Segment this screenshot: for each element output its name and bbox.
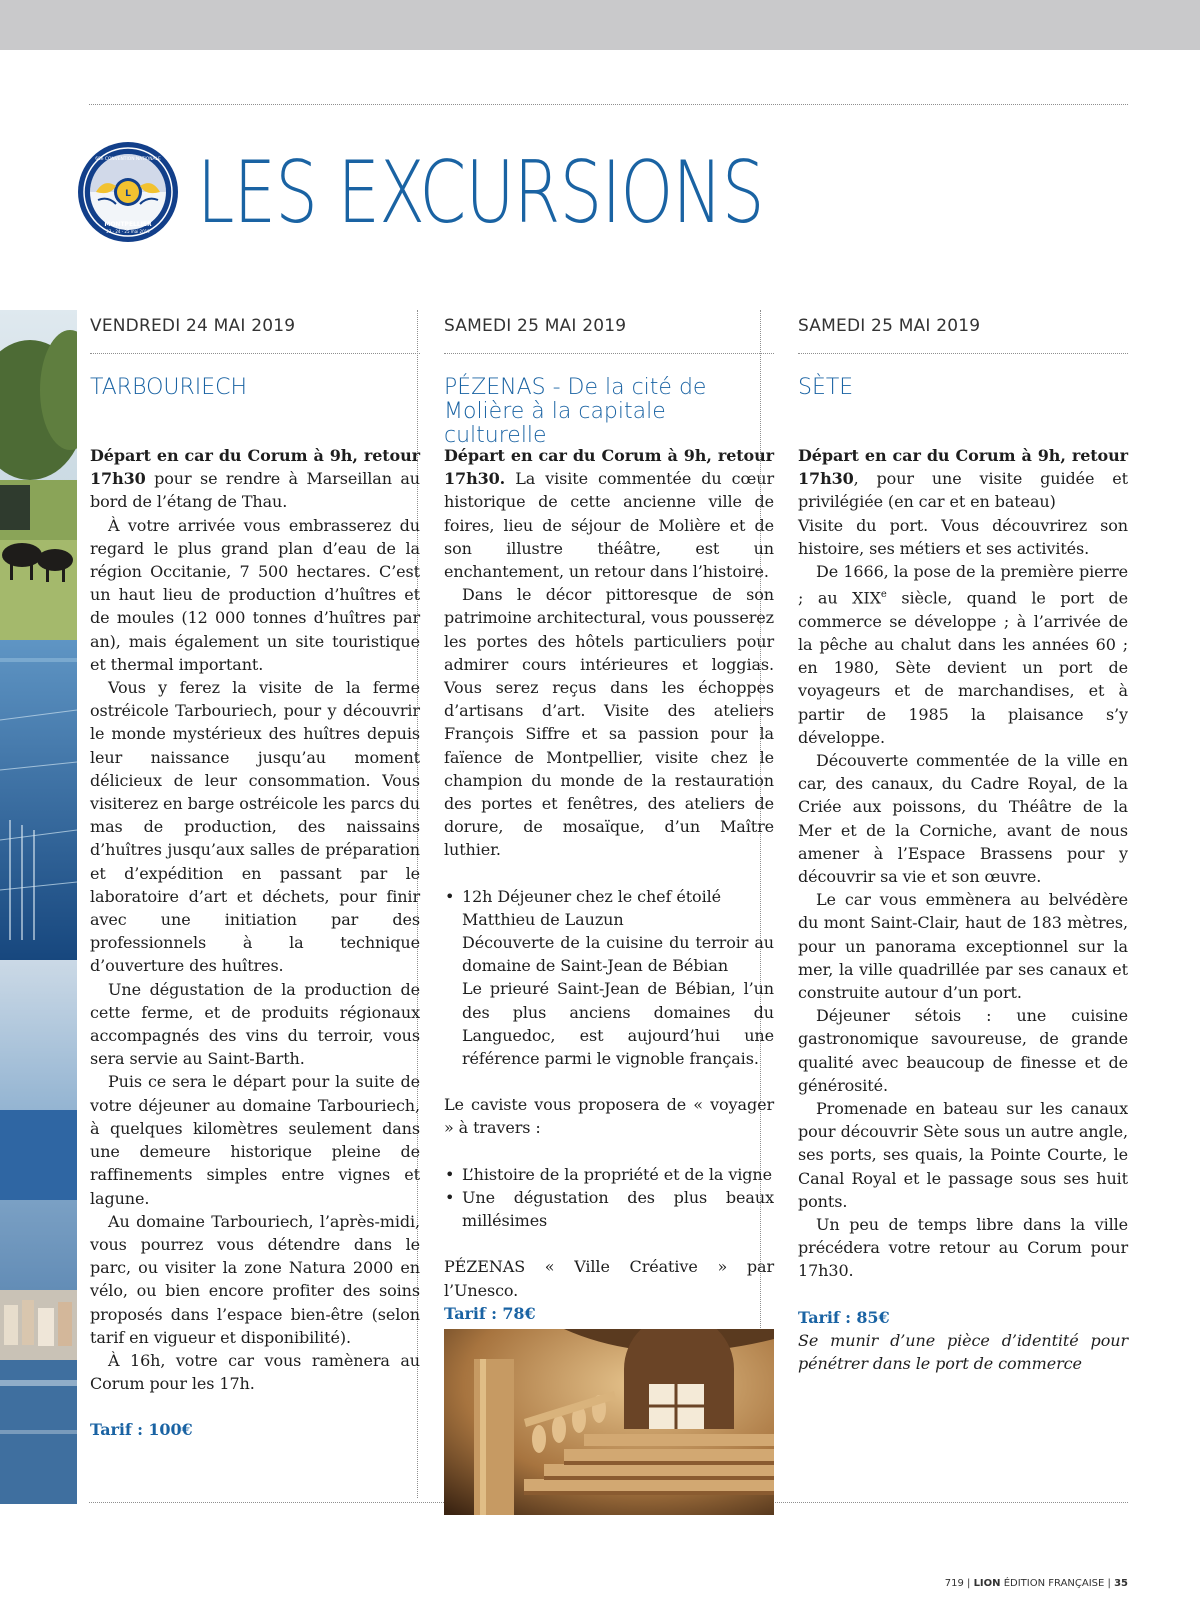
page-footer (945, 1578, 1128, 1589)
paragraph: Découverte commentée de la ville en car, des canaux, du Cadre Royal, de la Criée aux poissons, du Théâtre de la Mer et de la Corniche, avant de nous amener à l’Espace Brassens pour y découvrir sa vie et son œuvre. (798, 750, 1128, 886)
excursion-body (444, 444, 774, 1515)
svg-text:L: L (125, 189, 131, 199)
date-separator (90, 353, 420, 354)
edition-label: ÉDITION FRANÇAISE | (1003, 1578, 1111, 1589)
logo-text-top: 68e CONVENTION NATIONALE (95, 157, 161, 162)
intro-bold: Départ en car du Corum à 9h, retour 17h30 (798, 446, 1128, 489)
paragraph: Déjeuner sétois : une cuisine gastronomique savoureuse, de grande qualité avec beaucoup de finesse et de générosité. (798, 1006, 1128, 1095)
paragraph: Puis ce sera le départ pour la suite de votre déjeuner au domaine Tarbouriech, à quelques kilomètres seulement dans une demeure historique pleine de raffinements simples entre vignes et lagune. (90, 1072, 420, 1208)
paragraph: À votre arrivée vous embrasserez du regard le plus grand plan d’eau de la région Occitanie, 7 500 hectares. C’est un haut lieu de production d’huîtres et de moules (12 000 tonnes d’huîtres par an), mais également un site touristique et thermal important. (90, 515, 420, 674)
list-item: • Une dégustation des plus beaux millésimes (462, 1186, 774, 1232)
excursion-tarbouriech (90, 305, 420, 1442)
page-title: LES EXCURSIONS (197, 143, 764, 243)
paragraph: Promenade en bateau sur les canaux pour découvrir Sète sous un autre angle, ses ports, ses quais, la Pointe Courte, le Canal Royal et le passage sous ses huit ponts. (798, 1099, 1128, 1211)
unesco-text: PÉZENAS « Ville Créative » par l’Unesco. (444, 1257, 774, 1300)
intro-text: pour se rendre à Marseillan au bord de l’étang de Thau. (90, 469, 420, 512)
excursion-heading: SÈTE (798, 375, 854, 400)
price-tag: Tarif : 78€ (444, 1303, 536, 1323)
id-note: Se munir d’une pièce d’identité pour pénétrer dans le port de commerce (798, 1330, 1128, 1374)
logo-text-bottom: MONTPELLIER (104, 221, 152, 228)
paragraph: Vous y ferez la visite de la ferme ostréicole Tarbouriech, pour y découvrir le monde mystérieux des huîtres depuis leur naissance jusqu’au moment délicieux de leur consommation. Vous visiterez en barge ostréicole les parcs du mas de production, des naissains d’huîtres jusqu’aux salles de préparation et d’expédition en passant par le laboratoire d’art et déchets, pour finir avec une initiation par des professionnels à la technique d’ouverture des huîtres. (90, 678, 420, 976)
price-tag: Tarif : 100€ (90, 1420, 193, 1440)
logo-dates: 23 - 24 - 25 mai 2019 (106, 229, 150, 234)
landscape-photo-strip-icon (0, 310, 77, 1504)
excursion-date: SAMEDI 25 MAI 2019 (444, 316, 627, 336)
excursion-heading: PÉZENAS - De la cité de Molière à la capitale culturelle (444, 375, 707, 448)
top-gray-band (0, 0, 1200, 50)
paragraph: Une dégustation de la production de cette ferme, et de produits régionaux accompagnés des vins du terroir, vous sera servie au Saint-Barth. (90, 979, 420, 1069)
issue-number: 719 | (944, 1578, 971, 1589)
paragraph: De 1666, la pose de la première pierre ; au XIXe siècle, quand le port de commerce se développe ; à l’arrivée de la pêche au chalut dans les années 60 ; en 1980, Sète devient un port de voyageurs et de marchandises, et à partir de 1985 la plaisance s’y développe. (798, 562, 1128, 747)
tasting-list (444, 1163, 774, 1233)
excursion-body (798, 444, 1128, 1375)
intro-bold: Départ en car du Corum à 9h, retour 17h30 (90, 446, 420, 489)
list-item: • 12h Déjeuner chez le chef étoilé Matthieu de Lauzun Découverte de la cuisine du terroir au domaine de Saint-Jean de Bébian Le prieuré Saint-Jean de Bébian, l’un des plus anciens domaines du Languedoc, est aujourd’hui une référence parmi le vignoble français. (462, 885, 774, 1071)
intro-text: , pour une visite guidée et privilégiée (en car et en bateau) (798, 469, 1128, 512)
brand-name: LION (973, 1578, 1001, 1589)
paragraph: Le car vous emmènera au belvédère du mont Saint-Clair, haut de 183 mètres, pour un panorama exceptionnel sur la mer, la ville quadrillée par ses canaux et construite autour d’un port. (798, 890, 1128, 1002)
list-item: • L’histoire de la propriété et de la vigne (462, 1163, 774, 1186)
price-tag: Tarif : 85€ (798, 1307, 890, 1327)
paragraph: Un peu de temps libre dans la ville précédera votre retour au Corum pour 17h30. (798, 1215, 1128, 1281)
date-separator (444, 353, 774, 354)
excursion-date: SAMEDI 25 MAI 2019 (798, 316, 981, 336)
excursion-sete (798, 305, 1128, 1375)
date-separator (798, 353, 1128, 354)
excursion-date: VENDREDI 24 MAI 2019 (90, 316, 296, 336)
lunch-list (444, 885, 774, 1071)
lions-convention-logo-icon (76, 140, 180, 244)
paragraph: Dans le décor pittoresque de son patrimoine architectural, vous pousserez les portes des hôtels particuliers pour admirer cours intérieures et loggias. Vous serez reçus dans les échoppes d’artisans d’art. Visite des ateliers François Siffre et sa passion pour la faïence de Montpellier, visite chez le champion du monde de la restauration des portes et fenêtres, des ateliers de dorure, de mosaïque, d’un Maître luthier. (444, 585, 774, 860)
excursion-body (90, 444, 420, 1442)
intro-bold: Départ en car du Corum à 9h, retour 17h30. (444, 446, 774, 489)
paragraph: Au domaine Tarbouriech, l’après-midi, vous pourrez vous détendre dans le parc, ou visiter la zone Natura 2000 en vélo, ou bien encore profiter des soins proposés dans l’espace bien-être (selon tarif en vigueur et disponibilité). (90, 1211, 420, 1347)
paragraph: Visite du port. Vous découvrirez son histoire, ses métiers et ses activités. (798, 515, 1128, 558)
stone-staircase-photo-icon (444, 1329, 774, 1515)
page-number: 35 (1114, 1578, 1128, 1589)
paragraph: À 16h, votre car vous ramènera au Corum pour les 17h. (90, 1350, 420, 1394)
intro-text: La visite commentée du cœur historique de cette ancienne ville de foires, lieu de séjour de Molière et de son illustre théâtre, est un enchantement, un retour dans l’histoire. (444, 469, 774, 582)
excursion-pezenas (444, 305, 774, 1515)
top-dotted-rule (89, 104, 1128, 105)
excursion-heading: TARBOURIECH (90, 375, 248, 400)
caviste-text: Le caviste vous proposera de « voyager » à travers : (444, 1095, 774, 1138)
